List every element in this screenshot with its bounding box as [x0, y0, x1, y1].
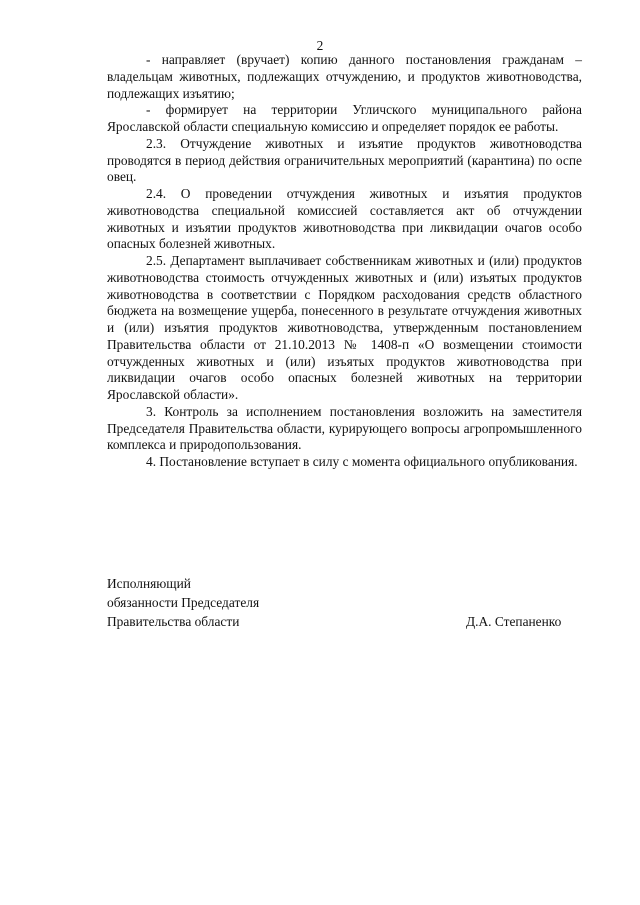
page-number: 2	[316, 38, 324, 53]
paragraph-4: 4. Постановление вступает в силу с момента официального опубликования.	[146, 454, 578, 469]
paragraph-2-3: 2.3. Отчуждение животных и изъятие продуктов животноводства проводятся в период действия ограничительных мероприятий (карантина) по оспе овец.	[107, 135, 582, 185]
paragraph-send-copy: - направляет (вручает) копию данного постановления гражданам – владельцам животных, подлежащих отчуждению, и продуктов животноводства, подлежащих изъятию;	[107, 52, 582, 101]
signatory-name: Д.А. Степаненко	[466, 614, 562, 629]
paragraph-2-4: 2.4. О проведении отчуждения животных и изъятия продуктов животноводства специальной комиссией составляется акт об отчуждении животных и изъятии продуктов животноводства при ликвидации очагов особо опасных болезней животных.	[107, 186, 582, 252]
signatory-title-line: Правительства области	[107, 614, 240, 629]
signatory-title	[107, 574, 367, 631]
document-body	[107, 52, 582, 471]
signatory-title-line: Исполняющий	[107, 576, 191, 591]
paragraph-form-commission: - формирует на территории Угличского муниципального района Ярославской области специальную комиссию и определяет порядок ее работы.	[107, 102, 582, 134]
signatory-title-line: обязанности Председателя	[107, 595, 260, 610]
paragraph-2-5: 2.5. Департамент выплачивает собственникам животных и (или) продуктов животноводства стоимость отчужденных животных и (или) изъятых продуктов животноводства в соответствии с Порядком расходования средств областного бюджета на возмещение ущерба, понесенного в результате отчуждения животных и (или) изъятия продуктов животноводства, утвержденным постановлением Правительства области от 21.10.2013 № 1408-п «О возмещении стоимости отчужденных животных и (или) изъятых продуктов животноводства при ликвидации очагов особо опасных болезней животных на территории Ярославской области».	[107, 253, 582, 402]
paragraph-3: 3. Контроль за исполнением постановления возложить на заместителя Председателя Правительства области, курирующего вопросы агропромышленного комплекса и природопользования.	[107, 403, 582, 453]
